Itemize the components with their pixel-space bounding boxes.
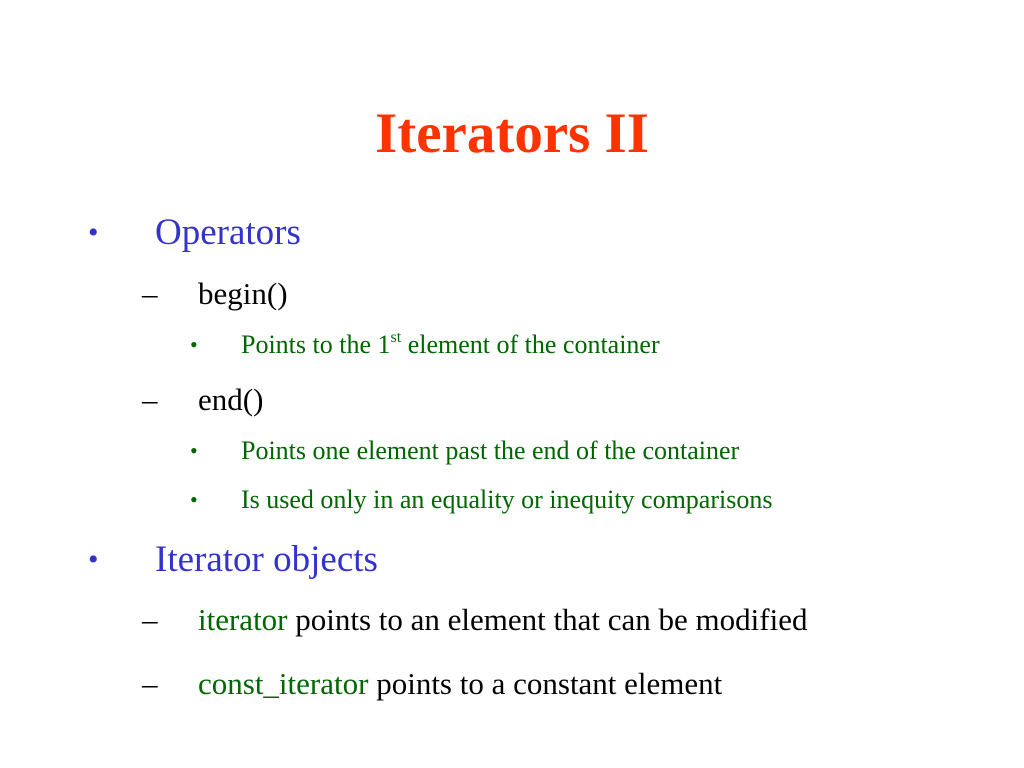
end-description-1: Points one element past the end of the container <box>241 436 740 465</box>
slide-title: Iterators II <box>375 102 649 165</box>
end-description-2: Is used only in an equality or inequity comparisons <box>241 485 773 514</box>
begin-description <box>241 329 660 361</box>
dash-marker: – <box>142 602 158 637</box>
sub-bullet-const-iterator <box>198 665 722 703</box>
bullet-marker: • <box>88 216 99 249</box>
dash-marker: – <box>142 276 158 311</box>
sub-bullet-iterator <box>198 601 807 639</box>
const-iterator-description: points to a constant element <box>368 666 723 701</box>
sub-bullet-marker: • <box>190 438 198 463</box>
bullet-iterator-objects: Iterator objects <box>155 539 378 580</box>
iterator-description: points to an element that can be modified <box>287 602 808 637</box>
bullet-marker: • <box>88 543 99 576</box>
sub-bullet-begin: begin() <box>198 276 288 311</box>
keyword-const-iterator: const_iterator <box>198 666 369 701</box>
ordinal-suffix: st <box>390 329 402 346</box>
bullet-operators: Operators <box>155 212 301 253</box>
begin-description-text: Points to the 1 <box>241 330 391 359</box>
dash-marker: – <box>142 382 158 417</box>
begin-description-rest: element of the container <box>401 330 660 359</box>
sub-bullet-marker: • <box>190 332 198 357</box>
sub-bullet-end: end() <box>198 382 264 417</box>
sub-bullet-marker: • <box>190 487 198 512</box>
keyword-iterator: iterator <box>198 602 288 637</box>
dash-marker: – <box>142 666 158 701</box>
